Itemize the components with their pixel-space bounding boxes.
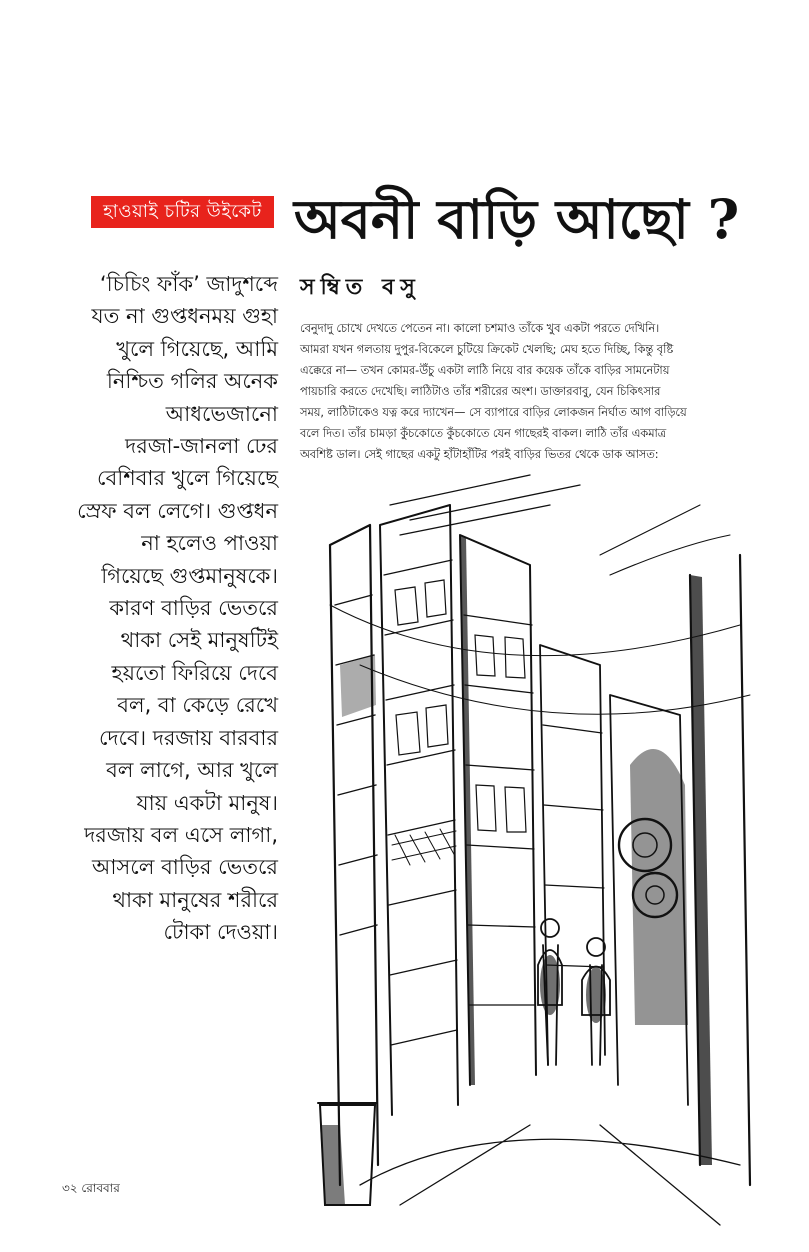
pull-quote-line: গিয়েছে গুপ্তমানুষকে। — [101, 563, 278, 588]
pull-quote — [50, 268, 278, 949]
pull-quote-line: বেশিবার খুলে গিয়েছে — [97, 466, 278, 491]
pull-quote-line: স্রেফ বল লেগে। গুপ্তধন — [77, 498, 278, 523]
body-line: আমরা যখন গলতায় দুপুর-বিকেলে চুটিয়ে ক্রিকেট খেলছি; মেঘ হতে দিচ্ছি, কিন্তু বৃষ্টি — [300, 343, 674, 356]
pull-quote-line: দেবে। দরজায় বারবার — [98, 725, 278, 750]
article-title: অবনী বাড়ি আছো ? — [294, 187, 740, 251]
pull-quote-line: দরজা-জানলা ঢের — [125, 434, 278, 459]
pull-quote-line: কারণ বাড়ির ভেতরে — [109, 596, 278, 621]
body-line: অবশিষ্ট ডাল। সেই গাছের একটু হাঁটাহাঁটির পরই বাড়ির ভিতর থেকে ডাক আসত: — [300, 448, 659, 461]
pull-quote-line: নিশ্চিত গলির অনেক — [106, 369, 278, 394]
pull-quote-line: যায় একটা মানুষ। — [136, 790, 278, 815]
body-line: এক্কেরে না— তখন কোমর-উঁচু একটা লাঠি নিয়ে বার কয়েক তাঁকে বাড়ির সামনেটায় — [300, 364, 670, 377]
body-line: পায়চারি করতে দেখেছি। লাঠিটাও তাঁর শরীরের অংশ। ডাক্তারবাবু, যেন চিকিৎসার — [300, 385, 661, 398]
pull-quote-line: থাকা সেই মানুষটিই — [120, 628, 278, 653]
pull-quote-line: বল লাগে, আর খুলে — [106, 758, 278, 783]
pull-quote-line: না হলেও পাওয়া — [141, 531, 278, 556]
article-body — [300, 318, 770, 465]
pull-quote-line: হয়তো ফিরিয়ে দেবে — [111, 660, 278, 685]
page-folio: ৩২ রোববার — [62, 1181, 120, 1195]
pull-quote-line: যত না গুপ্তধনময় গুহা — [91, 304, 278, 329]
pull-quote-line: আধভেজানো — [165, 401, 278, 426]
body-line: বলে দিত। তাঁর চামড়া কুঁচকোতে কুঁচকোতে যেন গাছেরই বাকল। লাঠি তাঁর একমাত্র — [300, 427, 667, 440]
pull-quote-line: বল, বা কেড়ে রেখে — [117, 693, 278, 718]
pull-quote-line: থাকা মানুষের শরীরে — [112, 887, 278, 912]
pull-quote-line: ‘চিচিং ফাঁক’ জাদুশব্দে — [99, 272, 278, 296]
pull-quote-line: আসলে বাড়ির ভেতরে — [91, 855, 278, 880]
pull-quote-line: টোকা দেওয়া। — [163, 920, 278, 945]
street-sketch-illustration — [300, 465, 760, 1235]
pull-quote-line: খুলে গিয়েছে, আমি — [116, 336, 278, 361]
section-tag: হাওয়াই চটির উইকেট — [91, 196, 274, 228]
body-line: সময়, লাঠিটাকেও যত্ন করে দ্যাখেন— সে ব্যাপারে বাড়ির লোকজন নির্ঘাত আগ বাড়িয়ে — [300, 406, 687, 419]
author-byline: সম্বিত বসু — [300, 275, 421, 300]
body-line: বেনুদাদু চোখে দেখতে পেতেন না। কালো চশমাও তাঁকে খুব একটা পরতে দেখিনি। — [300, 322, 660, 335]
pull-quote-line: দরজায় বল এসে লাগা, — [84, 822, 278, 847]
